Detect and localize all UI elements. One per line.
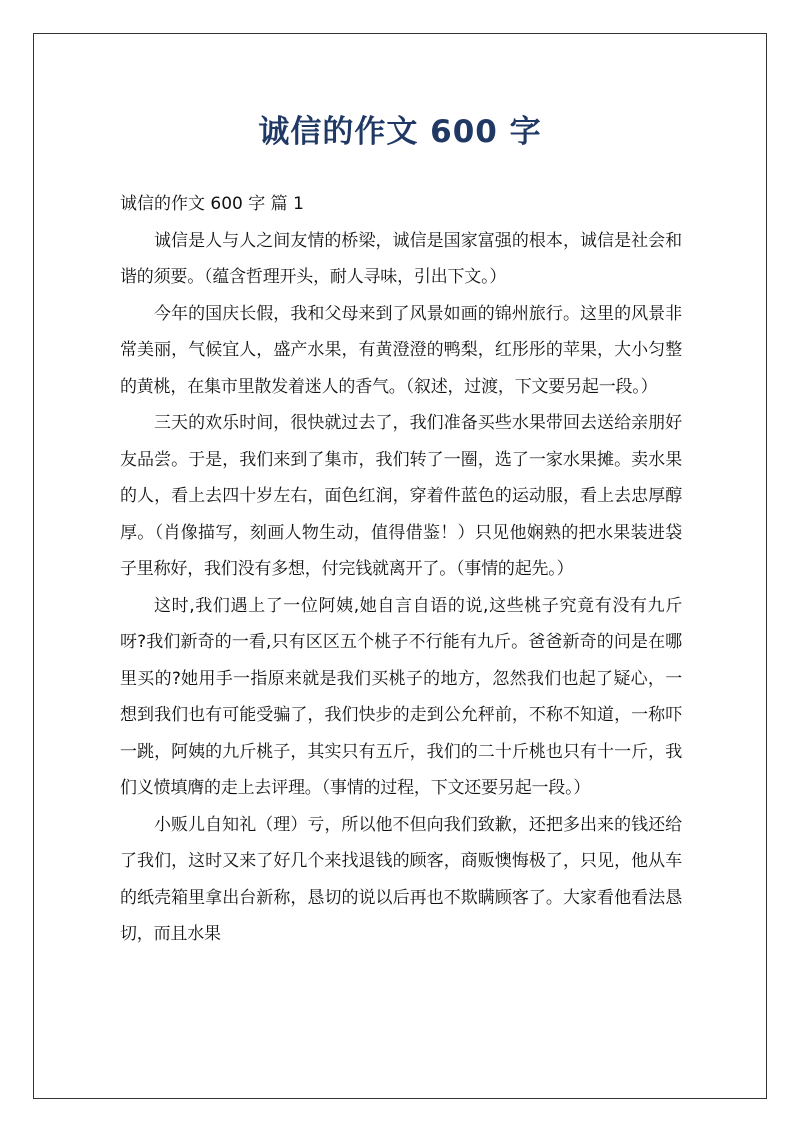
paragraph-2: 今年的国庆长假，我和父母来到了风景如画的锦州旅行。这里的风景非常美丽，气候宜人，盛产水果，有黄澄澄的鸭梨，红彤彤的苹果，大小匀整的黄桃，在集市里散发着迷人的香气。（叙述，过渡，下文要另起一段。） xyxy=(120,303,682,397)
section-heading: 诚信的作文 600 字 篇 1 xyxy=(120,194,304,214)
paragraph-3: 三天的欢乐时间，很快就过去了，我们准备买些水果带回去送给亲朋好友品尝。于是，我们来到了集市，我们转了一圈，选了一家水果摊。卖水果的人，看上去四十岁左右，面色红润，穿着件蓝色的运动服，看上去忠厚醇厚。（肖像描写，刻画人物生动，值得借鉴！）只见他娴熟的把水果装进袋子里称好，我们没有多想，付完钱就离开了。（事情的起先。） xyxy=(120,413,682,579)
paragraph-4: 这时,我们遇上了一位阿姨,她自言自语的说,这些桃子究竟有没有九斤呀?我们新奇的一看,只有区区五个桃子不行能有九斤。爸爸新奇的问是在哪里买的?她用手一指原来就是我们买桃子的地方，忽然我们也起了疑心，一想到我们也有可能受骗了，我们快步的走到公允秤前，不称不知道，一称吓一跳，阿姨的九斤桃子，其实只有五斤，我们的二十斤桃也只有十一斤，我们义愤填膺的走上去评理。（事情的过程，下文还要另起一段。） xyxy=(120,595,682,798)
paragraph-1: 诚信是人与人之间友情的桥梁，诚信是国家富强的根本，诚信是社会和谐的须要。（蕴含哲理开头，耐人寻味，引出下文。） xyxy=(120,230,682,287)
document-body xyxy=(120,186,682,953)
paragraph-5: 小贩儿自知礼（理）亏，所以他不但向我们致歉，还把多出来的钱还给了我们，这时又来了好几个来找退钱的顾客，商贩懊悔极了，只见，他从车的纸壳箱里拿出台新称，恳切的说以后再也不欺瞒顾客了。大家看他看法恳切，而且水果 xyxy=(120,814,682,944)
document-title: 诚信的作文 600 字 xyxy=(258,114,542,150)
